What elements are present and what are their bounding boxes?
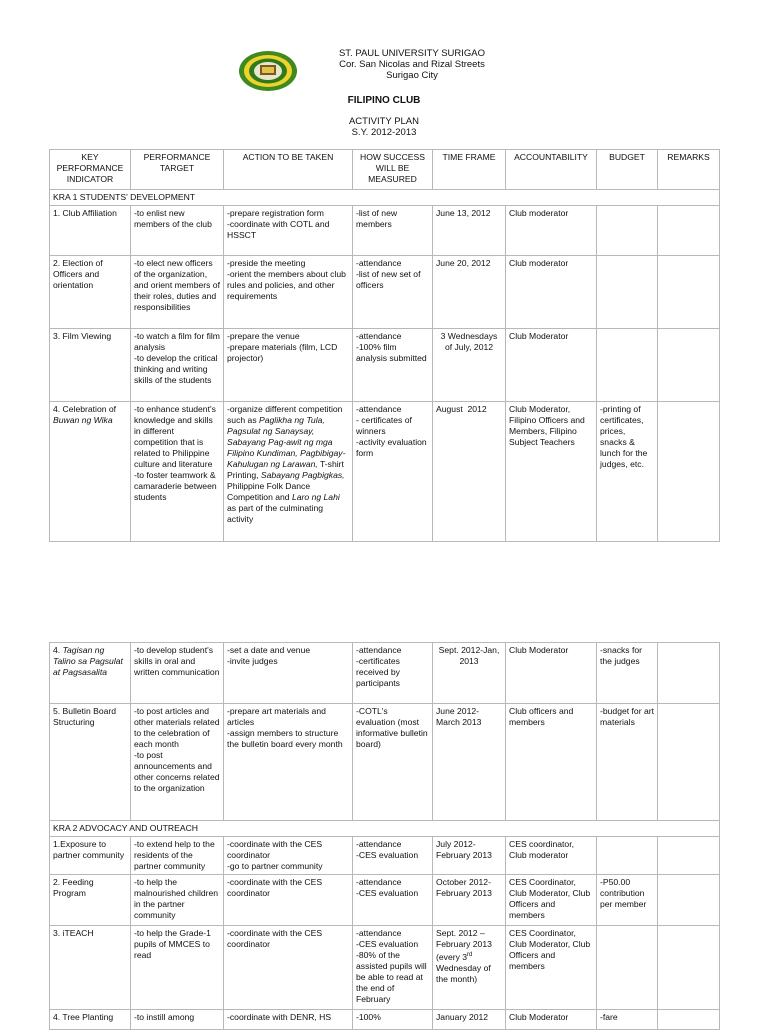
kpi-italic-text: Tagisan ng Talino sa Pagsulat at Pagsasalita — [53, 645, 123, 677]
action-text: -organize different competition such as — [227, 404, 343, 425]
cell-kpi: 3. iTEACH — [50, 926, 131, 1010]
cell-budget: -budget for art materials — [597, 704, 658, 821]
cell-measure: -attendance -100% film analysis submitted — [353, 329, 433, 402]
table-row — [50, 704, 720, 821]
cell-accountability: Club Moderator, Filipino Officers and Members, Filipino Subject Teachers — [506, 402, 597, 542]
cell-time: June 20, 2012 — [433, 256, 506, 329]
cell-time — [433, 926, 506, 1010]
cell-target: -to develop student's skills in oral and written communication — [131, 643, 224, 704]
column-header-measure: HOW SUCCESS WILL BE MEASURED — [353, 150, 433, 190]
table-row — [50, 643, 720, 704]
section-row — [50, 821, 720, 837]
cell-kpi — [50, 402, 131, 542]
activity-plan-table-page-2 — [49, 642, 720, 1030]
cell-target: -to extend help to the residents of the partner community — [131, 837, 224, 875]
cell-accountability: CES coordinator, Club moderator — [506, 837, 597, 875]
table-row — [50, 402, 720, 542]
cell-accountability: Club moderator — [506, 256, 597, 329]
cell-remarks — [658, 837, 720, 875]
activity-plan-table-page-1 — [49, 149, 720, 542]
table-row — [50, 875, 720, 926]
cell-kpi: 2. Election of Officers and orientation — [50, 256, 131, 329]
time-text: Wednesday of the month) — [436, 962, 491, 984]
cell-measure: -attendance -CES evaluation — [353, 875, 433, 926]
cell-measure: -attendance -certificates received by participants — [353, 643, 433, 704]
action-italic-text: Sabayang Pagbigkas, — [260, 470, 345, 480]
table-row — [50, 256, 720, 329]
column-header-budget: BUDGET — [597, 150, 658, 190]
cell-remarks — [658, 1010, 720, 1030]
cell-time: Sept. 2012-Jan, 2013 — [433, 643, 506, 704]
section-title-kra2: KRA 2 ADVOCACY AND OUTREACH — [50, 821, 720, 837]
action-text: as part of the culminating activity — [227, 503, 324, 524]
kpi-text: 4. — [53, 645, 63, 655]
cell-action: -coordinate with the CES coordinator -go to partner community — [224, 837, 353, 875]
action-text: T-shirt Printing, — [227, 459, 344, 480]
cell-target: -to watch a film for film analysis -to develop the critical thinking and writing skills of the students — [131, 329, 224, 402]
cell-accountability: Club Moderator — [506, 643, 597, 704]
cell-action: -coordinate with the CES coordinator — [224, 926, 353, 1010]
cell-measure: -attendance -list of new set of officers — [353, 256, 433, 329]
table-row — [50, 926, 720, 1010]
time-text: Sept. 2012 – February 2013 (every 3 — [436, 928, 492, 962]
cell-measure: -list of new members — [353, 206, 433, 256]
cell-target: -to help the malnourished children in the partner community — [131, 875, 224, 926]
cell-action: -prepare art materials and articles -assign members to structure the bulletin board every month — [224, 704, 353, 821]
cell-measure: -attendance - certificates of winners -activity evaluation form — [353, 402, 433, 542]
cell-measure: -COTL's evaluation (most informative bulletin board) — [353, 704, 433, 821]
cell-budget: -snacks for the judges — [597, 643, 658, 704]
column-header-kpi: KEY PERFORMANCE INDICATOR — [50, 150, 131, 190]
ordinal-suffix: rd — [467, 952, 473, 958]
column-header-target: PERFORMANCE TARGET — [131, 150, 224, 190]
cell-budget: -printing of certificates, prices, snacks & lunch for the judges, etc. — [597, 402, 658, 542]
section-row — [50, 190, 720, 206]
cell-remarks — [658, 643, 720, 704]
cell-measure: -attendance -CES evaluation -80% of the assisted pupils will be able to read at the end of February — [353, 926, 433, 1010]
cell-action: -preside the meeting -orient the members about club rules and policies, and other requirements — [224, 256, 353, 329]
cell-budget — [597, 329, 658, 402]
cell-remarks — [658, 875, 720, 926]
cell-budget: -fare — [597, 1010, 658, 1030]
table-row — [50, 1010, 720, 1030]
cell-target: -to elect new officers of the organization, and orient members of their roles, duties and responsibilities — [131, 256, 224, 329]
cell-measure: -attendance -CES evaluation — [353, 837, 433, 875]
cell-remarks — [658, 704, 720, 821]
cell-budget — [597, 926, 658, 1010]
plan-title: ACTIVITY PLAN — [348, 116, 420, 127]
cell-kpi: 1. Club Affiliation — [50, 206, 131, 256]
cell-time: July 2012- February 2013 — [433, 837, 506, 875]
cell-accountability: Club officers and members — [506, 704, 597, 821]
cell-remarks — [658, 329, 720, 402]
cell-budget — [597, 837, 658, 875]
cell-action: -set a date and venue -invite judges — [224, 643, 353, 704]
cell-accountability: CES Coordinator, Club Moderator, Club Officers and members — [506, 875, 597, 926]
cell-time: August 2012 — [433, 402, 506, 542]
column-header-accountability: ACCOUNTABILITY — [506, 150, 597, 190]
column-header-time: TIME FRAME — [433, 150, 506, 190]
university-name: ST. PAUL UNIVERSITY SURIGAO — [338, 48, 486, 59]
column-header-action: ACTION TO BE TAKEN — [224, 150, 353, 190]
club-title: FILIPINO CLUB — [347, 95, 421, 106]
cell-target: -to enlist new members of the club — [131, 206, 224, 256]
cell-time: October 2012- February 2013 — [433, 875, 506, 926]
cell-kpi: 1.Exposure to partner community — [50, 837, 131, 875]
cell-time: June 2012- March 2013 — [433, 704, 506, 821]
table-row — [50, 837, 720, 875]
cell-time: 3 Wednesdays of July, 2012 — [433, 329, 506, 402]
cell-action: -prepare the venue -prepare materials (film, LCD projector) — [224, 329, 353, 402]
action-text: Philippine Folk Dance Competition and — [227, 481, 311, 502]
cell-budget — [597, 256, 658, 329]
cell-target: -to enhance student's knowledge and skills in different competition that is related to Philippine culture and literature -to foster teamwork & camaraderie between students — [131, 402, 224, 542]
action-italic-text: Laro ng Lahi — [291, 492, 340, 502]
table-header-row — [50, 150, 720, 190]
table-row — [50, 329, 720, 402]
university-city: Surigao City — [386, 70, 438, 81]
cell-accountability: Club moderator — [506, 206, 597, 256]
cell-measure: -100% — [353, 1010, 433, 1030]
cell-action: -coordinate with the CES coordinator — [224, 875, 353, 926]
cell-remarks — [658, 402, 720, 542]
table-row — [50, 206, 720, 256]
kpi-italic-text: Buwan ng Wika — [53, 415, 113, 425]
cell-remarks — [658, 926, 720, 1010]
university-address: Cor. San Nicolas and Rizal Streets — [339, 59, 485, 70]
action-italic-text: Paglikha ng Tula, Pagsulat ng Sanaysay, Sabayang Pag-awit ng mga Filipino Kundiman, Pagbibigay-Kahulugan ng Larawan, — [227, 415, 346, 469]
section-title-kra1: KRA 1 STUDENTS' DEVELOPMENT — [50, 190, 720, 206]
cell-remarks — [658, 206, 720, 256]
cell-action: -coordinate with DENR, HS — [224, 1010, 353, 1030]
column-header-remarks: REMARKS — [658, 150, 720, 190]
cell-action: -prepare registration form -coordinate with COTL and HSSCT — [224, 206, 353, 256]
cell-kpi — [50, 643, 131, 704]
kpi-text: 4. Celebration of — [53, 404, 117, 414]
cell-kpi: 5. Bulletin Board Structuring — [50, 704, 131, 821]
cell-target: -to help the Grade-1 pupils of MMCES to read — [131, 926, 224, 1010]
school-year: S.Y. 2012-2013 — [351, 127, 417, 138]
cell-kpi: 4. Tree Planting — [50, 1010, 131, 1030]
cell-action — [224, 402, 353, 542]
cell-accountability: CES Coordinator, Club Moderator, Club Officers and members — [506, 926, 597, 1010]
cell-target: -to post articles and other materials related to the celebration of each month -to post announcements and other concerns related to the organization — [131, 704, 224, 821]
cell-budget: -P50.00 contribution per member — [597, 875, 658, 926]
cell-kpi: 3. Film Viewing — [50, 329, 131, 402]
cell-target: -to instill among — [131, 1010, 224, 1030]
cell-accountability: Club Moderator — [506, 1010, 597, 1030]
cell-kpi: 2. Feeding Program — [50, 875, 131, 926]
cell-accountability: Club Moderator — [506, 329, 597, 402]
cell-time: January 2012 — [433, 1010, 506, 1030]
cell-remarks — [658, 256, 720, 329]
cell-time: June 13, 2012 — [433, 206, 506, 256]
cell-budget — [597, 206, 658, 256]
